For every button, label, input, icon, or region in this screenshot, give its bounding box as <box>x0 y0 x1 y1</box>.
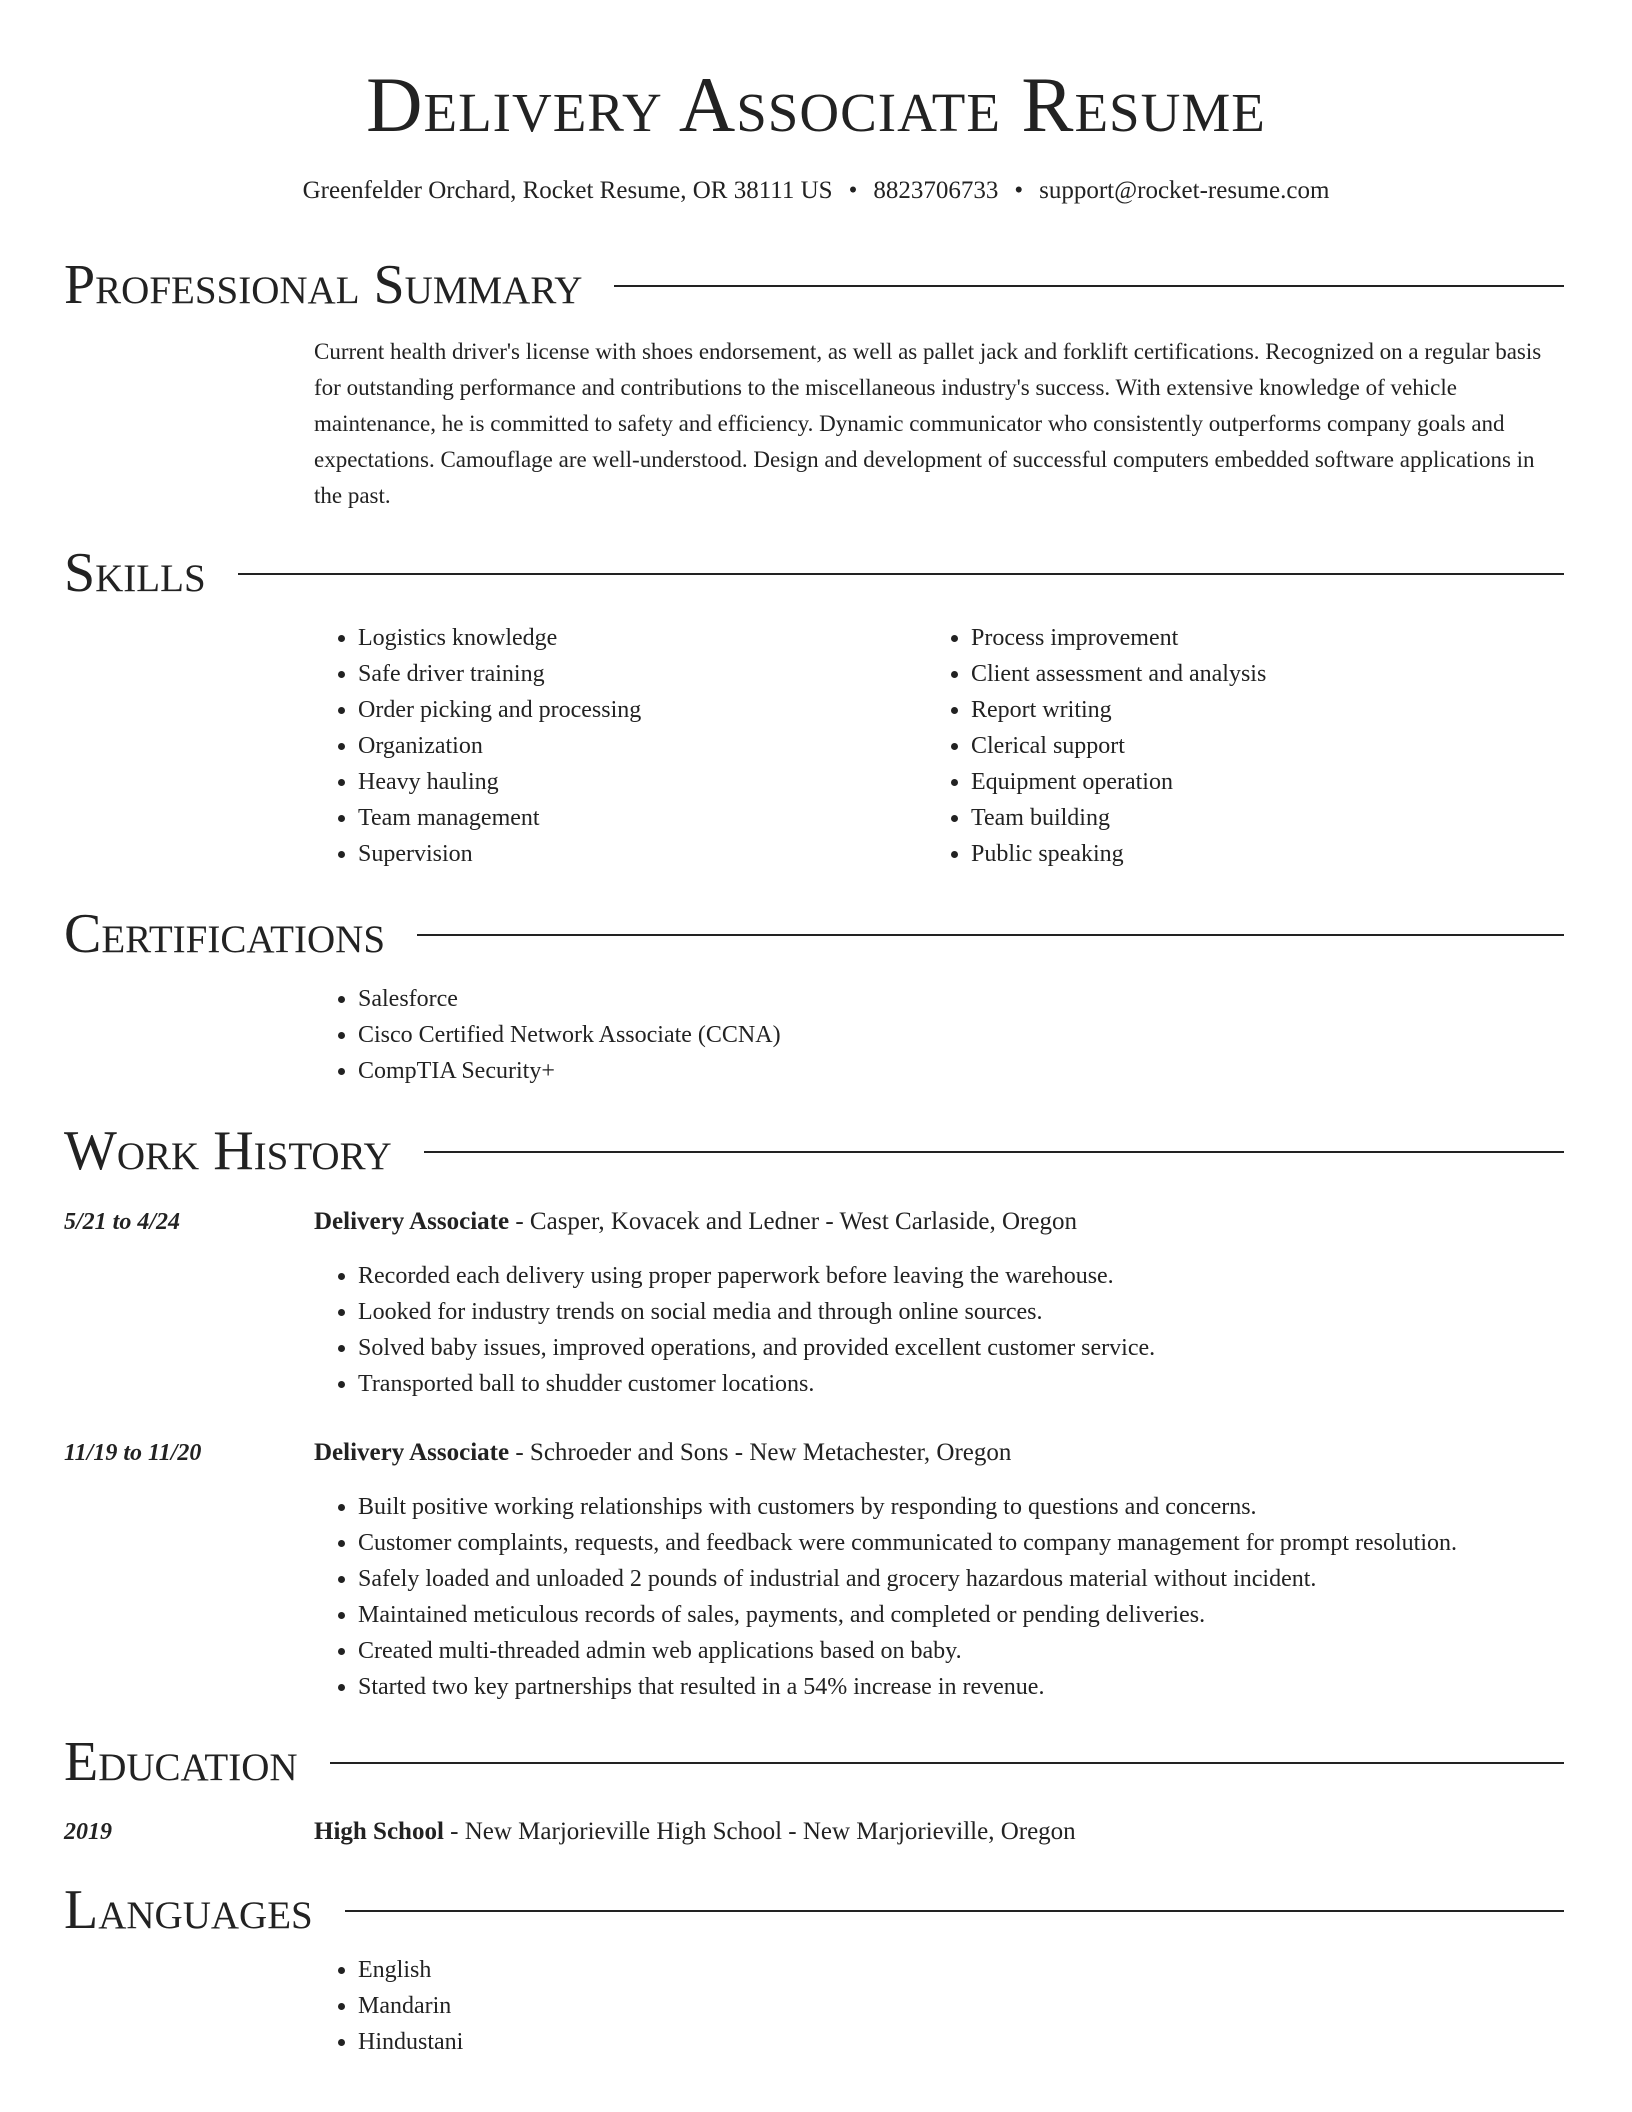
section-rule <box>330 1762 1564 1764</box>
skills-list-right <box>927 620 1571 872</box>
section-rule <box>238 573 1564 575</box>
job-dates: 5/21 to 4/24 <box>64 1209 181 1235</box>
contact-address: Greenfelder Orchard, Rocket Resume, OR 38111 US <box>302 177 833 204</box>
list-item: • Transported ball to shudder customer locations. <box>358 1366 1608 1402</box>
languages-heading: Languages <box>64 1879 313 1941</box>
list-item: • English <box>358 1952 1558 1988</box>
certifications-heading: Certifications <box>64 903 386 965</box>
list-item: • Equipment operation <box>971 764 1571 800</box>
list-item: • Mandarin <box>358 1988 1558 2024</box>
contact-separator: • <box>1014 177 1024 204</box>
skills-section-header <box>64 541 1564 605</box>
list-item: • Public speaking <box>971 836 1571 872</box>
list-item: • Customer complaints, requests, and feedback were communicated to company management for prompt resolution. <box>358 1525 1608 1561</box>
job-employer-location: - Casper, Kovacek and Ledner - West Carlaside, Oregon <box>509 1208 1077 1235</box>
certifications-section-header <box>64 902 1564 966</box>
list-item: • Maintained meticulous records of sales, payments, and completed or pending deliveries. <box>358 1597 1608 1633</box>
education-degree: High School <box>314 1818 444 1845</box>
education-entry <box>314 1814 1076 1850</box>
list-item: • Organization <box>358 728 918 764</box>
list-item: • Team management <box>358 800 918 836</box>
skills-heading: Skills <box>64 542 206 604</box>
list-item: • Hindustani <box>358 2024 1558 2060</box>
list-item: • Started two key partnerships that resulted in a 54% increase in revenue. <box>358 1669 1608 1705</box>
list-item: • Looked for industry trends on social media and through online sources. <box>358 1294 1608 1330</box>
job-dates: 11/19 to 11/20 <box>64 1440 202 1466</box>
section-rule <box>424 1151 1564 1153</box>
list-item: • Safely loaded and unloaded 2 pounds of industrial and grocery hazardous material without incident. <box>358 1561 1608 1597</box>
list-item: • Safe driver training <box>358 656 918 692</box>
list-item: • Supervision <box>358 836 918 872</box>
list-item: • Order picking and processing <box>358 692 918 728</box>
list-item: • Recorded each delivery using proper paperwork before leaving the warehouse. <box>358 1258 1608 1294</box>
work-history-heading: Work History <box>64 1120 392 1182</box>
list-item: • Team building <box>971 800 1571 836</box>
summary-text: Current health driver's license with shoes endorsement, as well as pallet jack and forklift certifications. Recognized on a regular basis for outstanding performance and contributions to the miscellaneous industry's success. With extensive knowledge of vehicle maintenance, he is committed to safety and efficiency. Dynamic communicator who consistently outperforms company goals and expectations. Camouflage are well-understood. Design and development of successful computers embedded software applications in the past. <box>314 339 1542 508</box>
section-rule <box>345 1910 1564 1912</box>
summary-heading: Professional Summary <box>64 254 583 316</box>
education-year: 2019 <box>64 1819 112 1845</box>
list-item: • Clerical support <box>971 728 1571 764</box>
contact-separator: • <box>848 177 858 204</box>
job-employer-location: - Schroeder and Sons - New Metachester, Oregon <box>509 1439 1012 1466</box>
job-heading <box>314 1435 1011 1471</box>
job-bullets <box>314 1489 1608 1705</box>
contact-phone: 8823706733 <box>873 177 999 204</box>
list-item: • Created multi-threaded admin web applications based on baby. <box>358 1633 1608 1669</box>
job-title: Delivery Associate <box>314 1208 510 1235</box>
education-section-header <box>64 1730 1564 1794</box>
list-item: • Built positive working relationships with customers by responding to questions and concerns. <box>358 1489 1608 1525</box>
languages-list <box>314 1952 1558 2060</box>
certifications-list <box>314 981 1558 1089</box>
list-item: • Salesforce <box>358 981 1558 1017</box>
education-school-location: - New Marjorieville High School - New Marjorieville, Oregon <box>443 1818 1076 1845</box>
job-bullets <box>314 1258 1608 1402</box>
languages-section-header <box>64 1878 1564 1942</box>
list-item: • Heavy hauling <box>358 764 918 800</box>
summary-section-header <box>64 253 1564 317</box>
list-item: • CompTIA Security+ <box>358 1053 1558 1089</box>
resume-title: Delivery Associate Resume <box>366 61 1266 148</box>
list-item: • Logistics knowledge <box>358 620 918 656</box>
contact-email: support@rocket-resume.com <box>1039 177 1330 204</box>
skills-list-left <box>314 620 918 872</box>
list-item: • Solved baby issues, improved operations, and provided excellent customer service. <box>358 1330 1608 1366</box>
section-rule <box>614 285 1564 287</box>
section-rule <box>417 934 1564 936</box>
job-heading <box>314 1204 1077 1240</box>
list-item: • Report writing <box>971 692 1571 728</box>
education-heading: Education <box>64 1731 298 1793</box>
list-item: • Client assessment and analysis <box>971 656 1571 692</box>
work-history-section-header <box>64 1119 1564 1183</box>
list-item: • Cisco Certified Network Associate (CCNA) <box>358 1017 1558 1053</box>
contact-line <box>0 174 1632 208</box>
list-item: • Process improvement <box>971 620 1571 656</box>
job-title: Delivery Associate <box>314 1439 510 1466</box>
